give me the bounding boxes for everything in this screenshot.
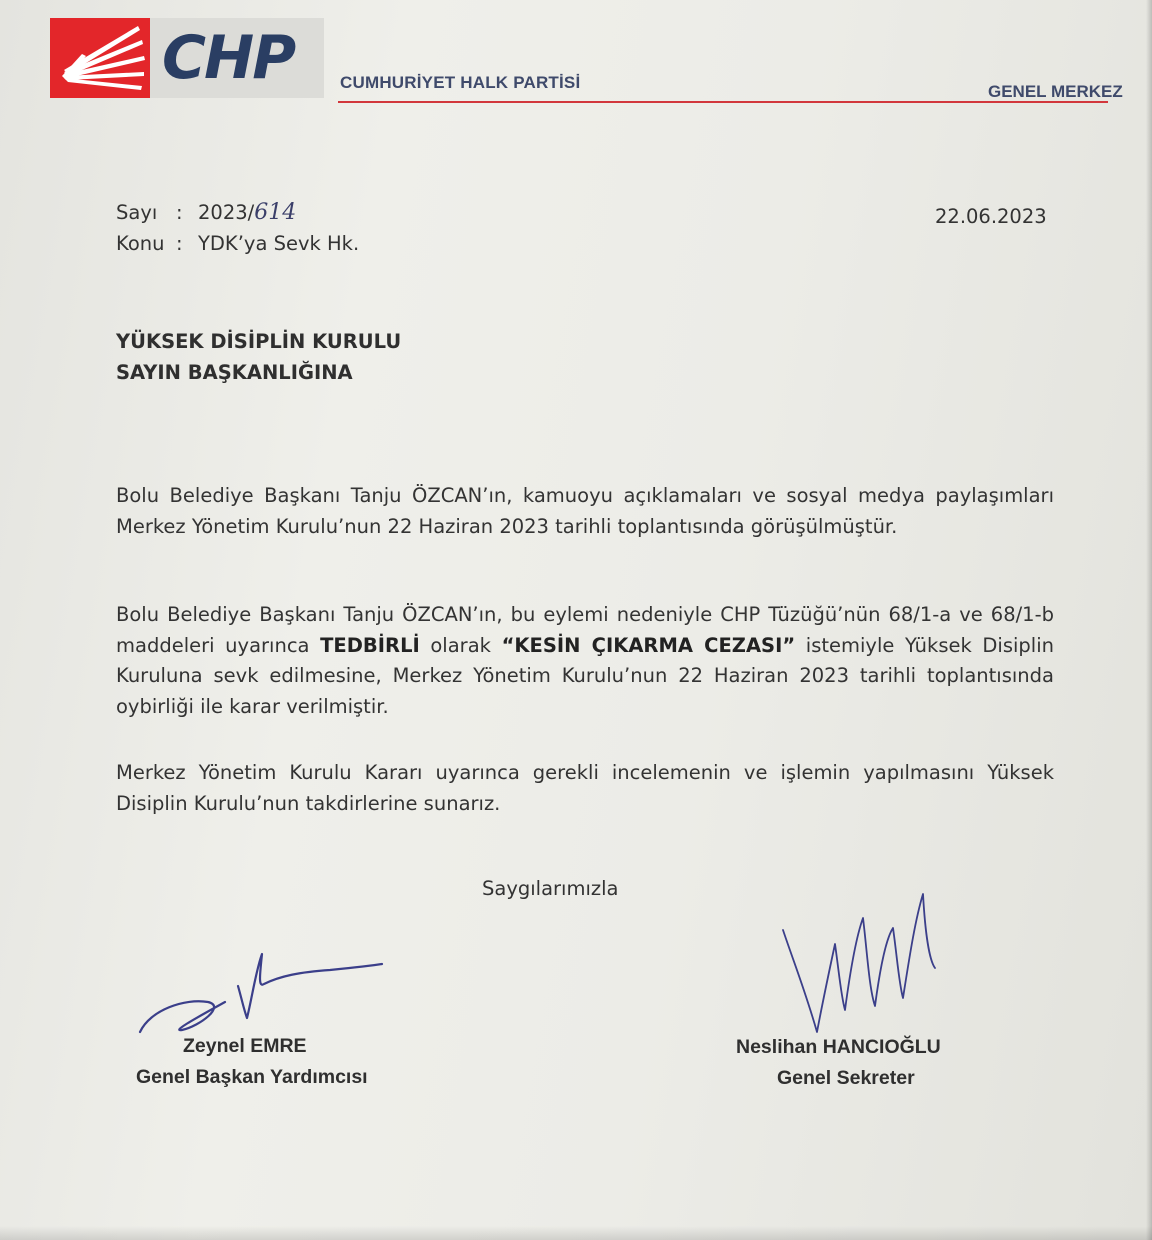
page-edge-shadow <box>1146 0 1152 1240</box>
signatory-1-title: Genel Başkan Yardımcısı <box>136 1066 368 1088</box>
p2-bold-penalty: “KESİN ÇIKARMA CEZASI” <box>501 633 796 657</box>
body-paragraph-2 <box>116 600 1054 722</box>
p2-part-b: olarak <box>419 633 502 657</box>
header-divider <box>338 101 1108 103</box>
body-paragraph-3: Merkez Yönetim Kurulu Kararı uyarınca gerekli incelemenin ve işlemin yapılmasını Yüksek Disiplin Kurulu’nun takdirlerine sunarız. <box>116 761 1054 815</box>
party-name: CUMHURİYET HALK PARTİSİ <box>340 73 581 92</box>
letter-date: 22.06.2023 <box>935 205 1047 228</box>
signatory-2-name: Neslihan HANCIOĞLU <box>736 1036 941 1058</box>
reference-colon: : <box>176 201 183 224</box>
reference-label: Sayı <box>116 201 158 224</box>
body-paragraph-1: Bolu Belediye Başkanı Tanju ÖZCAN’ın, kamuoyu açıklamaları ve sosyal medya paylaşımları Merkez Yönetim Kurulu’nun 22 Haziran 2023 tarihli toplantısında görüşülmüştür. <box>116 484 1054 538</box>
p2-part-c: istemiyle Yüksek Disiplin Kuruluna sevk edilmesine, Merkez Yönetim Kurulu’nun 22 Haziran 2023 tarihli toplantısında oybirliği ile karar verilmiştir. <box>116 633 1054 718</box>
addressee-line-2: SAYIN BAŞKANLIĞINA <box>116 361 353 384</box>
subject-line <box>116 232 359 255</box>
reference-number-line <box>116 200 296 225</box>
signatory-1-name: Zeynel EMRE <box>183 1035 307 1057</box>
reference-printed: 2023/ <box>198 201 255 224</box>
signature-2 <box>775 880 955 1050</box>
chp-logo <box>50 18 324 98</box>
six-arrows-emblem <box>50 18 150 98</box>
signature-1 <box>130 940 390 1050</box>
closing-salutation: Saygılarımızla <box>482 877 619 900</box>
subject-label: Konu <box>116 232 165 255</box>
subject-value: YDK’ya Sevk Hk. <box>198 232 360 255</box>
subject-colon: : <box>176 232 183 255</box>
chp-logo-text: CHP <box>162 23 295 93</box>
page-bottom-shadow <box>0 1226 1152 1240</box>
p2-part-a: Bolu Belediye Başkanı Tanju ÖZCAN’ın, bu eylemi nedeniyle CHP Tüzüğü’nün 68/1-a ve 68/1-b maddeleri uyarınca <box>116 603 1054 657</box>
p2-bold-tedbirli: TEDBİRLİ <box>320 633 420 657</box>
addressee-line-1: YÜKSEK DİSİPLİN KURULU <box>116 330 402 353</box>
signatory-2-title: Genel Sekreter <box>777 1067 915 1089</box>
reference-handwritten: 614 <box>254 200 297 225</box>
office-name: GENEL MERKEZ <box>988 82 1123 101</box>
